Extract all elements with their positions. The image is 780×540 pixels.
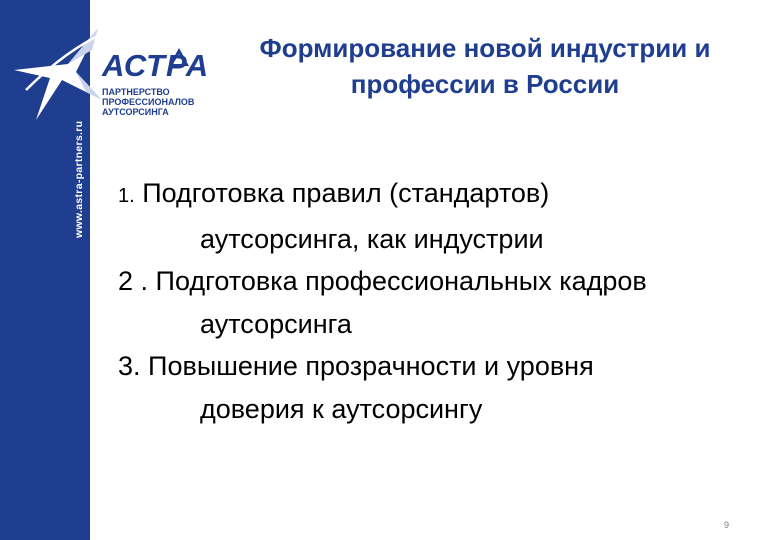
list-item-text: Подготовка правил (стандартов) <box>142 178 550 208</box>
list-item-number: 2 . <box>118 266 149 296</box>
logo-subtitle-line: ПРОФЕССИОНАЛОВ <box>102 97 195 107</box>
list-item-continuation: доверия к аутсорсингу <box>200 393 483 424</box>
list-item <box>118 260 768 303</box>
list-item-continuation: аутсорсинга <box>200 308 352 339</box>
list-item-continuation: аутсорсинга, как индустрии <box>200 223 544 254</box>
logo-wordmark: АСТРА <box>102 48 210 83</box>
logo-subtitle <box>102 87 194 117</box>
list-item-text: Подготовка профессиональных кадров <box>155 266 647 296</box>
slide-title-line: Формирование новой индустрии и <box>259 33 711 63</box>
list-item <box>118 172 768 218</box>
logo-subtitle-line: ПАРТНЕРСТВО <box>102 87 170 97</box>
numbered-list <box>118 172 768 430</box>
list-item-number: 1. <box>118 185 135 207</box>
list-item <box>118 345 768 388</box>
list-item-number: 3. <box>118 351 141 381</box>
page-number: 9 <box>724 520 730 530</box>
list-item-text: Повышение прозрачности и уровня <box>148 351 594 381</box>
logo-subtitle-line: АУТСОРСИНГА <box>102 107 169 117</box>
slide-title <box>205 30 765 102</box>
astra-logo <box>6 20 210 130</box>
website-url: www.astra-partners.ru <box>73 120 85 238</box>
slide-title-line: профессии в России <box>350 69 620 99</box>
